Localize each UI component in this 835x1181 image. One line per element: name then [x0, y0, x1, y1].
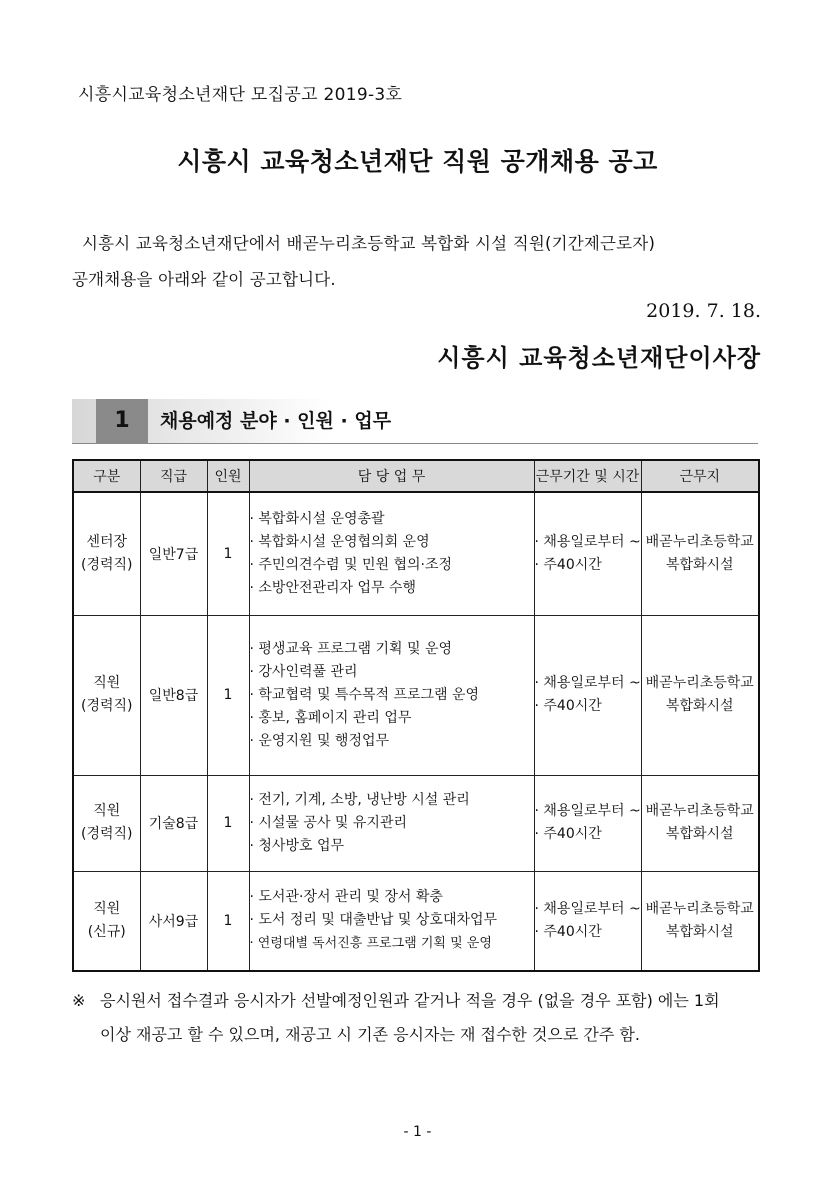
header-grade: 직급 — [140, 460, 207, 492]
section-number-badge: 1 — [96, 399, 148, 443]
period-cell — [534, 775, 641, 871]
grade-cell: 일반7급 — [140, 492, 207, 615]
duty-item: · 도서 정리 및 대출반납 및 상호대차업무 — [249, 912, 498, 929]
grade-cell: 일반8급 — [140, 615, 207, 775]
count-cell: 1 — [207, 492, 249, 615]
period-cell — [534, 492, 641, 615]
category-title: 직원 — [93, 900, 121, 917]
table-row — [73, 775, 759, 871]
signer-name: 시흥시 교육청소년재단이사장 — [437, 344, 761, 372]
page-number: - 1 - — [403, 1124, 432, 1140]
table-header-row — [73, 460, 759, 492]
place-cell — [641, 492, 759, 615]
duty-item: · 전기, 기계, 소방, 냉난방 시설 관리 — [249, 791, 470, 808]
category-title: 직원 — [93, 675, 121, 691]
positions-table — [72, 459, 760, 972]
header-place: 근무지 — [641, 460, 759, 492]
duty-item: · 학교협력 및 특수목적 프로그램 운영 — [249, 686, 480, 703]
section-header — [72, 399, 758, 445]
place-facility: 복합화시설 — [665, 698, 734, 714]
reference-mark: ※ — [72, 991, 86, 1010]
place-facility: 복합화시설 — [665, 923, 734, 940]
place-name: 배곧누리초등학교 — [645, 675, 754, 691]
duty-item: · 연령대별 독서진흥 프로그램 기획 및 운영 — [249, 936, 492, 952]
category-cell — [73, 492, 140, 615]
duty-item: · 홍보, 홈페이지 관리 업무 — [249, 709, 412, 726]
duty-item: · 복합화시설 운영협의회 운영 — [249, 533, 430, 550]
period-start: · 채용일로부터 ~ — [534, 675, 641, 691]
header-category: 구분 — [73, 460, 140, 492]
duty-item: · 운영지원 및 행정업무 — [249, 732, 390, 749]
duty-item: · 소방안전관리자 업무 수행 — [249, 579, 417, 596]
header-count: 인원 — [207, 460, 249, 492]
intro-line-2: 공개채용을 아래와 같이 공고합니다. — [72, 270, 336, 289]
period-hours: · 주40시간 — [534, 923, 602, 940]
category-title: 직원 — [93, 803, 121, 819]
duties-cell — [249, 775, 534, 871]
remark-line-2: 이상 재공고 할 수 있으며, 재공고 시 기존 응시자는 재 접수한 것으로 간주 함. — [100, 1025, 640, 1044]
period-start: · 채용일로부터 ~ — [534, 900, 641, 917]
intro-line-1: 시흥시 교육청소년재단에서 배곧누리초등학교 복합화 시설 직원(기간제근로자) — [82, 234, 656, 253]
duty-item: · 청사방호 업무 — [249, 837, 344, 854]
period-hours: · 주40시간 — [534, 698, 602, 714]
place-name: 배곧누리초등학교 — [645, 533, 754, 550]
period-start: · 채용일로부터 ~ — [534, 533, 641, 550]
remark-body — [100, 984, 767, 1052]
place-cell — [641, 775, 759, 871]
count-cell: 1 — [207, 615, 249, 775]
section-title: 채용예정 분야 · 인원 · 업무 — [160, 410, 392, 432]
duty-item: · 복합화시설 운영총괄 — [249, 510, 385, 527]
remark-line-1: 응시원서 접수결과 응시자가 선발예정인원과 같거나 적을 경우 (없을 경우 포함) 에는 1회 — [100, 991, 720, 1010]
notice-date: 2019. 7. 18. — [646, 300, 761, 322]
period-cell — [534, 871, 641, 971]
duties-cell — [249, 615, 534, 775]
duty-item: · 평생교육 프로그램 기획 및 운영 — [249, 640, 453, 657]
header-duties: 담 당 업 무 — [249, 460, 534, 492]
period-cell — [534, 615, 641, 775]
place-name: 배곧누리초등학교 — [645, 803, 754, 819]
duty-item: · 시설물 공사 및 유지관리 — [249, 814, 407, 831]
duties-cell — [249, 492, 534, 615]
place-cell — [641, 871, 759, 971]
duties-cell — [249, 871, 534, 971]
category-type: (경력직) — [81, 826, 133, 842]
duty-item: · 주민의견수렴 및 민원 협의·조정 — [249, 556, 453, 573]
duty-item: · 강사인력풀 관리 — [249, 663, 358, 680]
table-row — [73, 871, 759, 971]
period-hours: · 주40시간 — [534, 556, 602, 573]
table-row — [73, 492, 759, 615]
category-type: (신규) — [87, 923, 126, 940]
duty-item: · 도서관·장서 관리 및 장서 확충 — [249, 889, 443, 906]
notice-remark — [72, 984, 767, 1052]
place-facility: 복합화시설 — [665, 556, 734, 573]
period-start: · 채용일로부터 ~ — [534, 803, 641, 819]
category-cell — [73, 871, 140, 971]
category-cell — [73, 615, 140, 775]
place-facility: 복합화시설 — [665, 826, 734, 842]
page-title: 시흥시 교육청소년재단 직원 공개채용 공고 — [177, 147, 658, 176]
grade-cell: 기술8급 — [140, 775, 207, 871]
table-row — [73, 615, 759, 775]
section-divider — [72, 443, 758, 444]
header-period: 근무기간 및 시간 — [534, 460, 641, 492]
category-type: (경력직) — [81, 556, 133, 573]
grade-cell: 사서9급 — [140, 871, 207, 971]
place-cell — [641, 615, 759, 775]
category-cell — [73, 775, 140, 871]
category-type: (경력직) — [81, 698, 133, 714]
count-cell: 1 — [207, 871, 249, 971]
period-hours: · 주40시간 — [534, 826, 602, 842]
count-cell: 1 — [207, 775, 249, 871]
intro-paragraph — [72, 226, 762, 298]
notice-number: 시흥시교육청소년재단 모집공고 2019-3호 — [78, 85, 403, 105]
place-name: 배곧누리초등학교 — [645, 900, 754, 917]
category-title: 센터장 — [86, 533, 128, 550]
